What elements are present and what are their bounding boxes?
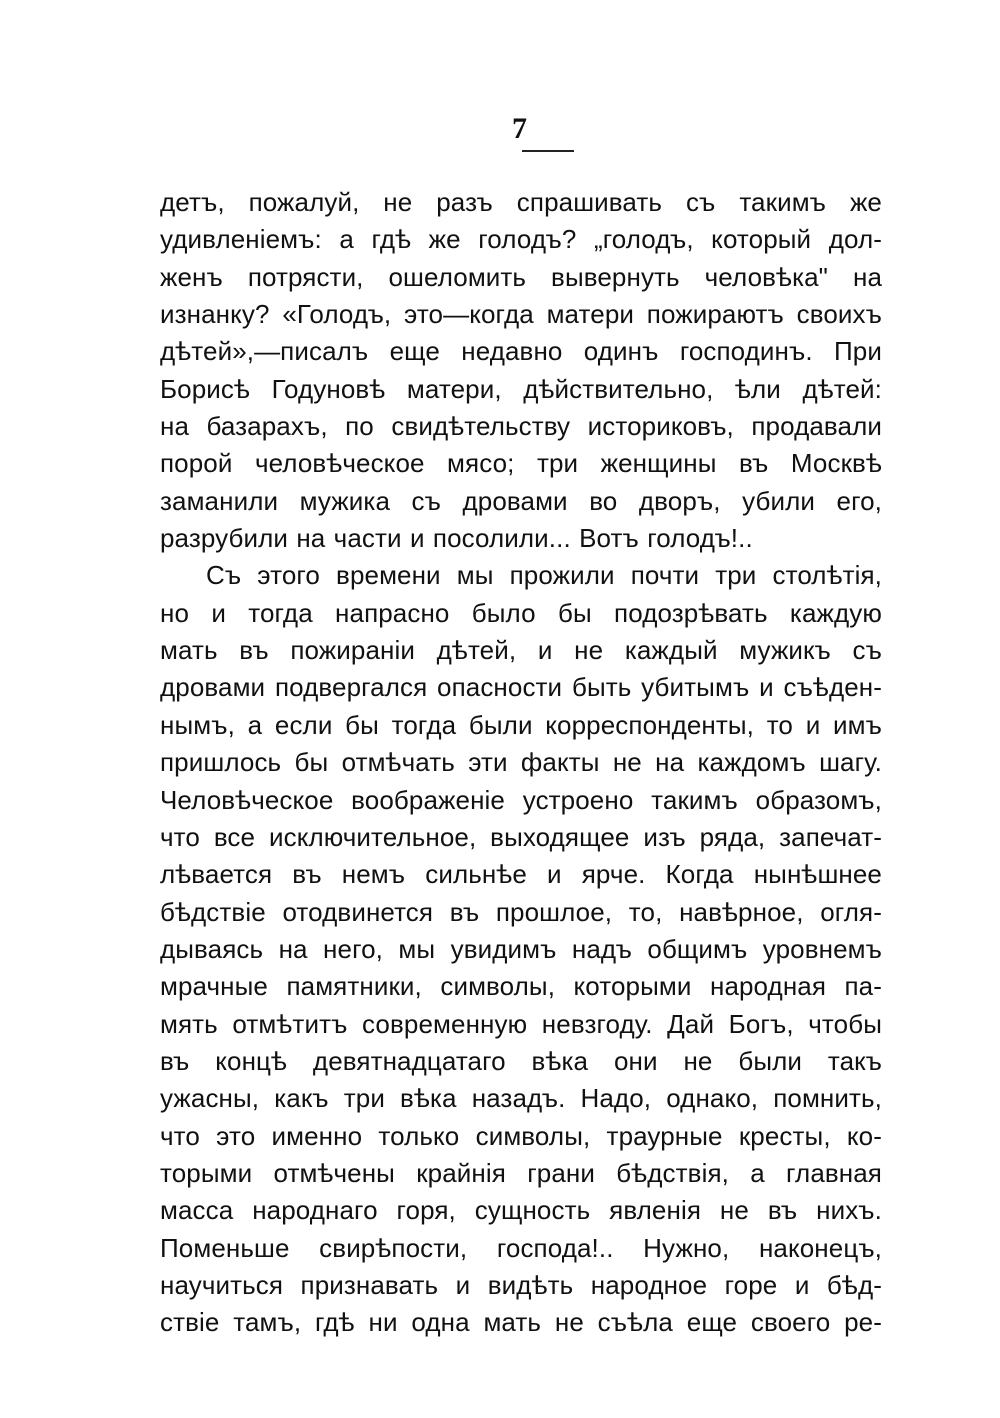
- text-line: что все исключительное, выходящее изъ ряда, запечат-: [160, 821, 882, 852]
- text-line: заманили мужика съ дровами во дворъ, убили его,: [160, 485, 882, 516]
- text-line: что это именно только символы, траурные кресты, ко-: [160, 1120, 882, 1151]
- text-line: масса народнаго горя, сущность явленiя не въ нихъ.: [160, 1195, 882, 1226]
- text-line: женъ потрясти, ошеломить вывернуть человѣка" на: [160, 261, 882, 292]
- text-line: на базарахъ, по свидѣтельству историковъ, продавали: [160, 411, 882, 442]
- text-line: удивленiемъ: а гдѣ же голодъ? „голодъ, который дол-: [160, 224, 882, 255]
- text-line: дываясь на него, мы увидимъ надъ общимъ уровнемъ: [160, 933, 882, 964]
- text-line: научиться признавать и видѣть народное горе и бѣд-: [160, 1269, 882, 1300]
- text-line: дѣтей»,—писалъ еще недавно одинъ господинъ. При: [160, 336, 882, 367]
- page-header: [508, 112, 588, 162]
- text-line: ствiе тамъ, гдѣ ни одна мать не съѣла еще своего ре-: [160, 1307, 882, 1338]
- page-number: 7: [512, 112, 527, 145]
- text-line: лѣвается въ немъ сильнѣе и ярче. Когда нынѣшнее: [160, 859, 882, 890]
- text-line: мать въ пожиранiи дѣтей, и не каждый мужикъ съ: [160, 635, 882, 666]
- text-line: мрачные памятники, символы, которыми народная па-: [160, 971, 882, 1002]
- text-line: пришлось бы отмѣчать эти факты не на каждомъ шагу.: [160, 747, 882, 778]
- text-line: детъ, пожалуй, не разъ спрашивать съ такимъ же: [160, 187, 882, 217]
- text-line: Поменьше свирѣпости, господа!.. Нужно, наконецъ,: [160, 1232, 882, 1263]
- text-line: въ концѣ девятнадцатаго вѣка они не были такъ: [160, 1045, 882, 1076]
- text-line: нымъ, а если бы тогда были корреспонденты, то и имъ: [160, 709, 882, 740]
- text-line: изнанку? «Голодъ, это—когда матери пожираютъ своихъ: [160, 299, 882, 330]
- text-line: порой человѣческое мясо; три женщины въ Москвѣ: [160, 448, 882, 479]
- header-rule: [522, 150, 574, 152]
- text-line: Борисѣ Годуновѣ матери, дѣйствительно, ѣли дѣтей:: [160, 373, 882, 404]
- text-line-paragraph-start: Съ этого времени мы прожили почти три столѣтiя,: [206, 560, 882, 591]
- text-line: ужасны, какъ три вѣка назадъ. Надо, однако, помнить,: [160, 1083, 882, 1114]
- text-line: торыми отмѣчены крайнiя грани бѣдствiя, а главная: [160, 1157, 882, 1188]
- text-line: Человѣческое воображенiе устроено такимъ образомъ,: [160, 784, 882, 815]
- text-line: но и тогда напрасно было бы подозрѣвать каждую: [160, 597, 882, 628]
- text-line: разрубили на части и посолили... Вотъ голодъ!..: [160, 523, 753, 554]
- text-line: дровами подвергался опасности быть убитымъ и съѣден-: [160, 672, 882, 703]
- text-line: бѣдствiе отодвинется въ прошлое, то, навѣрное, огля-: [160, 896, 882, 927]
- text-line: мять отмѣтитъ современную невзгоду. Дай Богъ, чтобы: [160, 1008, 882, 1039]
- body-text: [160, 184, 882, 1342]
